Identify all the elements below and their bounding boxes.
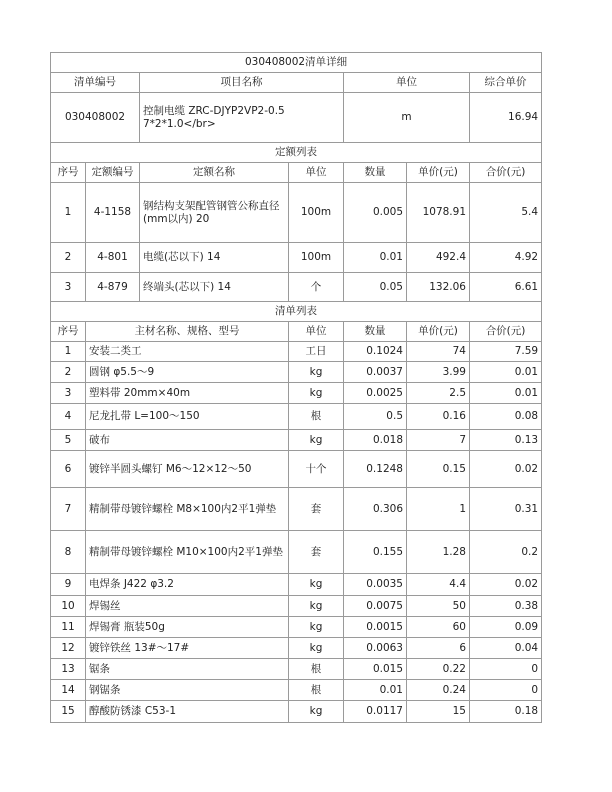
material-seq-header: 序号 [51, 322, 86, 342]
quota-qty: 0.05 [344, 273, 407, 302]
material-unit: 套 [289, 488, 344, 531]
material-unit: kg [289, 362, 344, 383]
quota-seq: 3 [51, 273, 86, 302]
material-seq: 8 [51, 531, 86, 574]
quota-unit: 100m [289, 183, 344, 243]
material-total: 0.02 [470, 574, 542, 596]
material-section-row [51, 302, 542, 322]
material-unit-price: 0.22 [407, 659, 470, 680]
quota-name-header: 定额名称 [140, 163, 289, 183]
material-unit: kg [289, 430, 344, 451]
material-seq: 3 [51, 383, 86, 404]
material-unit-price: 74 [407, 342, 470, 362]
quota-unit-header: 单位 [289, 163, 344, 183]
material-unit: kg [289, 383, 344, 404]
material-seq: 13 [51, 659, 86, 680]
material-unit: 根 [289, 659, 344, 680]
material-section-title: 清单列表 [51, 302, 542, 322]
quota-qty: 0.005 [344, 183, 407, 243]
material-total: 7.59 [470, 342, 542, 362]
material-qty: 0.1024 [344, 342, 407, 362]
quota-code: 4-1158 [86, 183, 140, 243]
material-row [51, 404, 542, 430]
material-name: 醇酸防锈漆 C53-1 [86, 701, 289, 723]
material-qty: 0.5 [344, 404, 407, 430]
material-seq: 6 [51, 451, 86, 488]
material-seq: 7 [51, 488, 86, 531]
quota-section-title: 定额列表 [51, 143, 542, 163]
quota-qty-header: 数量 [344, 163, 407, 183]
material-seq: 4 [51, 404, 86, 430]
material-total: 0.04 [470, 638, 542, 659]
material-unit: kg [289, 701, 344, 723]
material-name: 钢锯条 [86, 680, 289, 701]
material-row [51, 451, 542, 488]
material-unit: kg [289, 638, 344, 659]
material-total: 0.09 [470, 617, 542, 638]
list-code-header: 清单编号 [51, 73, 140, 93]
quota-total: 5.4 [470, 183, 542, 243]
material-qty: 0.0075 [344, 596, 407, 617]
quota-unit: 个 [289, 273, 344, 302]
material-qty: 0.0025 [344, 383, 407, 404]
quota-unit-price: 132.06 [407, 273, 470, 302]
quota-unit-price: 1078.91 [407, 183, 470, 243]
material-row [51, 680, 542, 701]
material-seq: 15 [51, 701, 86, 723]
material-seq: 2 [51, 362, 86, 383]
material-unit: kg [289, 574, 344, 596]
quota-code: 4-879 [86, 273, 140, 302]
material-total: 0.18 [470, 701, 542, 723]
material-name: 电焊条 J422 φ3.2 [86, 574, 289, 596]
list-unit-header: 单位 [344, 73, 470, 93]
material-row [51, 488, 542, 531]
material-name: 安装二类工 [86, 342, 289, 362]
material-row [51, 430, 542, 451]
material-seq: 5 [51, 430, 86, 451]
list-item-unit: m [344, 93, 470, 143]
material-unit-price: 0.24 [407, 680, 470, 701]
material-qty: 0.015 [344, 659, 407, 680]
material-row [51, 342, 542, 362]
material-unit-price-header: 单价(元) [407, 322, 470, 342]
material-row [51, 701, 542, 723]
material-unit-price: 6 [407, 638, 470, 659]
material-header-row [51, 322, 542, 342]
material-qty: 0.0117 [344, 701, 407, 723]
quota-section-row [51, 143, 542, 163]
list-item-row [51, 93, 542, 143]
material-unit: kg [289, 596, 344, 617]
material-row [51, 617, 542, 638]
material-unit-price: 50 [407, 596, 470, 617]
material-total: 0.2 [470, 531, 542, 574]
quota-header-row [51, 163, 542, 183]
material-name: 圆钢 φ5.5～9 [86, 362, 289, 383]
material-row [51, 596, 542, 617]
material-name: 镀锌铁丝 13#～17# [86, 638, 289, 659]
material-total: 0.38 [470, 596, 542, 617]
material-unit: kg [289, 617, 344, 638]
title-row [51, 53, 542, 73]
material-unit-price: 3.99 [407, 362, 470, 383]
material-unit-price: 2.5 [407, 383, 470, 404]
material-total: 0.02 [470, 451, 542, 488]
quota-row [51, 183, 542, 243]
material-qty: 0.0035 [344, 574, 407, 596]
material-row [51, 383, 542, 404]
material-total: 0.31 [470, 488, 542, 531]
material-seq: 14 [51, 680, 86, 701]
material-unit-price: 0.15 [407, 451, 470, 488]
material-seq: 9 [51, 574, 86, 596]
material-seq: 12 [51, 638, 86, 659]
material-total: 0 [470, 659, 542, 680]
material-total-header: 合价(元) [470, 322, 542, 342]
material-unit: 工日 [289, 342, 344, 362]
material-unit-price: 1.28 [407, 531, 470, 574]
material-qty: 0.306 [344, 488, 407, 531]
material-unit-header: 单位 [289, 322, 344, 342]
quota-seq: 2 [51, 243, 86, 273]
list-header-row [51, 73, 542, 93]
quota-row [51, 273, 542, 302]
material-seq: 1 [51, 342, 86, 362]
material-row [51, 531, 542, 574]
quota-code-header: 定额编号 [86, 163, 140, 183]
material-total: 0.08 [470, 404, 542, 430]
material-qty: 0.0015 [344, 617, 407, 638]
material-unit-price: 1 [407, 488, 470, 531]
quota-unit-price-header: 单价(元) [407, 163, 470, 183]
quota-name: 终端头(芯以下) 14 [140, 273, 289, 302]
list-price-header: 综合单价 [470, 73, 542, 93]
material-row [51, 574, 542, 596]
quota-seq: 1 [51, 183, 86, 243]
list-item-code: 030408002 [51, 93, 140, 143]
material-name: 精制带母镀锌螺栓 M8×100内2平1弹垫 [86, 488, 289, 531]
bill-detail-table [50, 52, 542, 723]
quota-total: 6.61 [470, 273, 542, 302]
material-name: 塑料带 20mm×40m [86, 383, 289, 404]
material-name-header: 主材名称、规格、型号 [86, 322, 289, 342]
material-seq: 11 [51, 617, 86, 638]
material-qty: 0.0037 [344, 362, 407, 383]
material-name: 破布 [86, 430, 289, 451]
quota-total: 4.92 [470, 243, 542, 273]
material-name: 锯条 [86, 659, 289, 680]
material-qty: 0.0063 [344, 638, 407, 659]
material-unit-price: 7 [407, 430, 470, 451]
quota-code: 4-801 [86, 243, 140, 273]
quota-qty: 0.01 [344, 243, 407, 273]
material-unit-price: 4.4 [407, 574, 470, 596]
material-total: 0.01 [470, 383, 542, 404]
material-total: 0.01 [470, 362, 542, 383]
material-unit-price: 0.16 [407, 404, 470, 430]
material-unit: 根 [289, 404, 344, 430]
quota-seq-header: 序号 [51, 163, 86, 183]
material-list [51, 342, 542, 723]
material-name: 镀锌半圆头螺钉 M6～12×12～50 [86, 451, 289, 488]
material-qty: 0.01 [344, 680, 407, 701]
table-title: 030408002清单详细 [51, 53, 542, 73]
material-row [51, 362, 542, 383]
material-unit-price: 60 [407, 617, 470, 638]
quota-name: 电缆(芯以下) 14 [140, 243, 289, 273]
material-unit: 套 [289, 531, 344, 574]
material-total: 0.13 [470, 430, 542, 451]
quota-total-header: 合价(元) [470, 163, 542, 183]
material-name: 焊锡丝 [86, 596, 289, 617]
material-unit-price: 15 [407, 701, 470, 723]
quota-name: 钢结构支架配管钢管公称直径(mm以内) 20 [140, 183, 289, 243]
list-item-name: 控制电缆 ZRC-DJYP2VP2-0.5 7*2*1.0</br> [140, 93, 344, 143]
list-name-header: 项目名称 [140, 73, 344, 93]
material-row [51, 638, 542, 659]
material-qty: 0.155 [344, 531, 407, 574]
material-qty-header: 数量 [344, 322, 407, 342]
material-qty: 0.1248 [344, 451, 407, 488]
quota-row [51, 243, 542, 273]
material-total: 0 [470, 680, 542, 701]
material-unit: 十个 [289, 451, 344, 488]
material-name: 尼龙扎带 L=100～150 [86, 404, 289, 430]
material-name: 焊锡膏 瓶装50g [86, 617, 289, 638]
material-name: 精制带母镀锌螺栓 M10×100内2平1弹垫 [86, 531, 289, 574]
quota-unit: 100m [289, 243, 344, 273]
material-row [51, 659, 542, 680]
material-qty: 0.018 [344, 430, 407, 451]
list-item-price: 16.94 [470, 93, 542, 143]
material-unit: 根 [289, 680, 344, 701]
material-seq: 10 [51, 596, 86, 617]
quota-unit-price: 492.4 [407, 243, 470, 273]
